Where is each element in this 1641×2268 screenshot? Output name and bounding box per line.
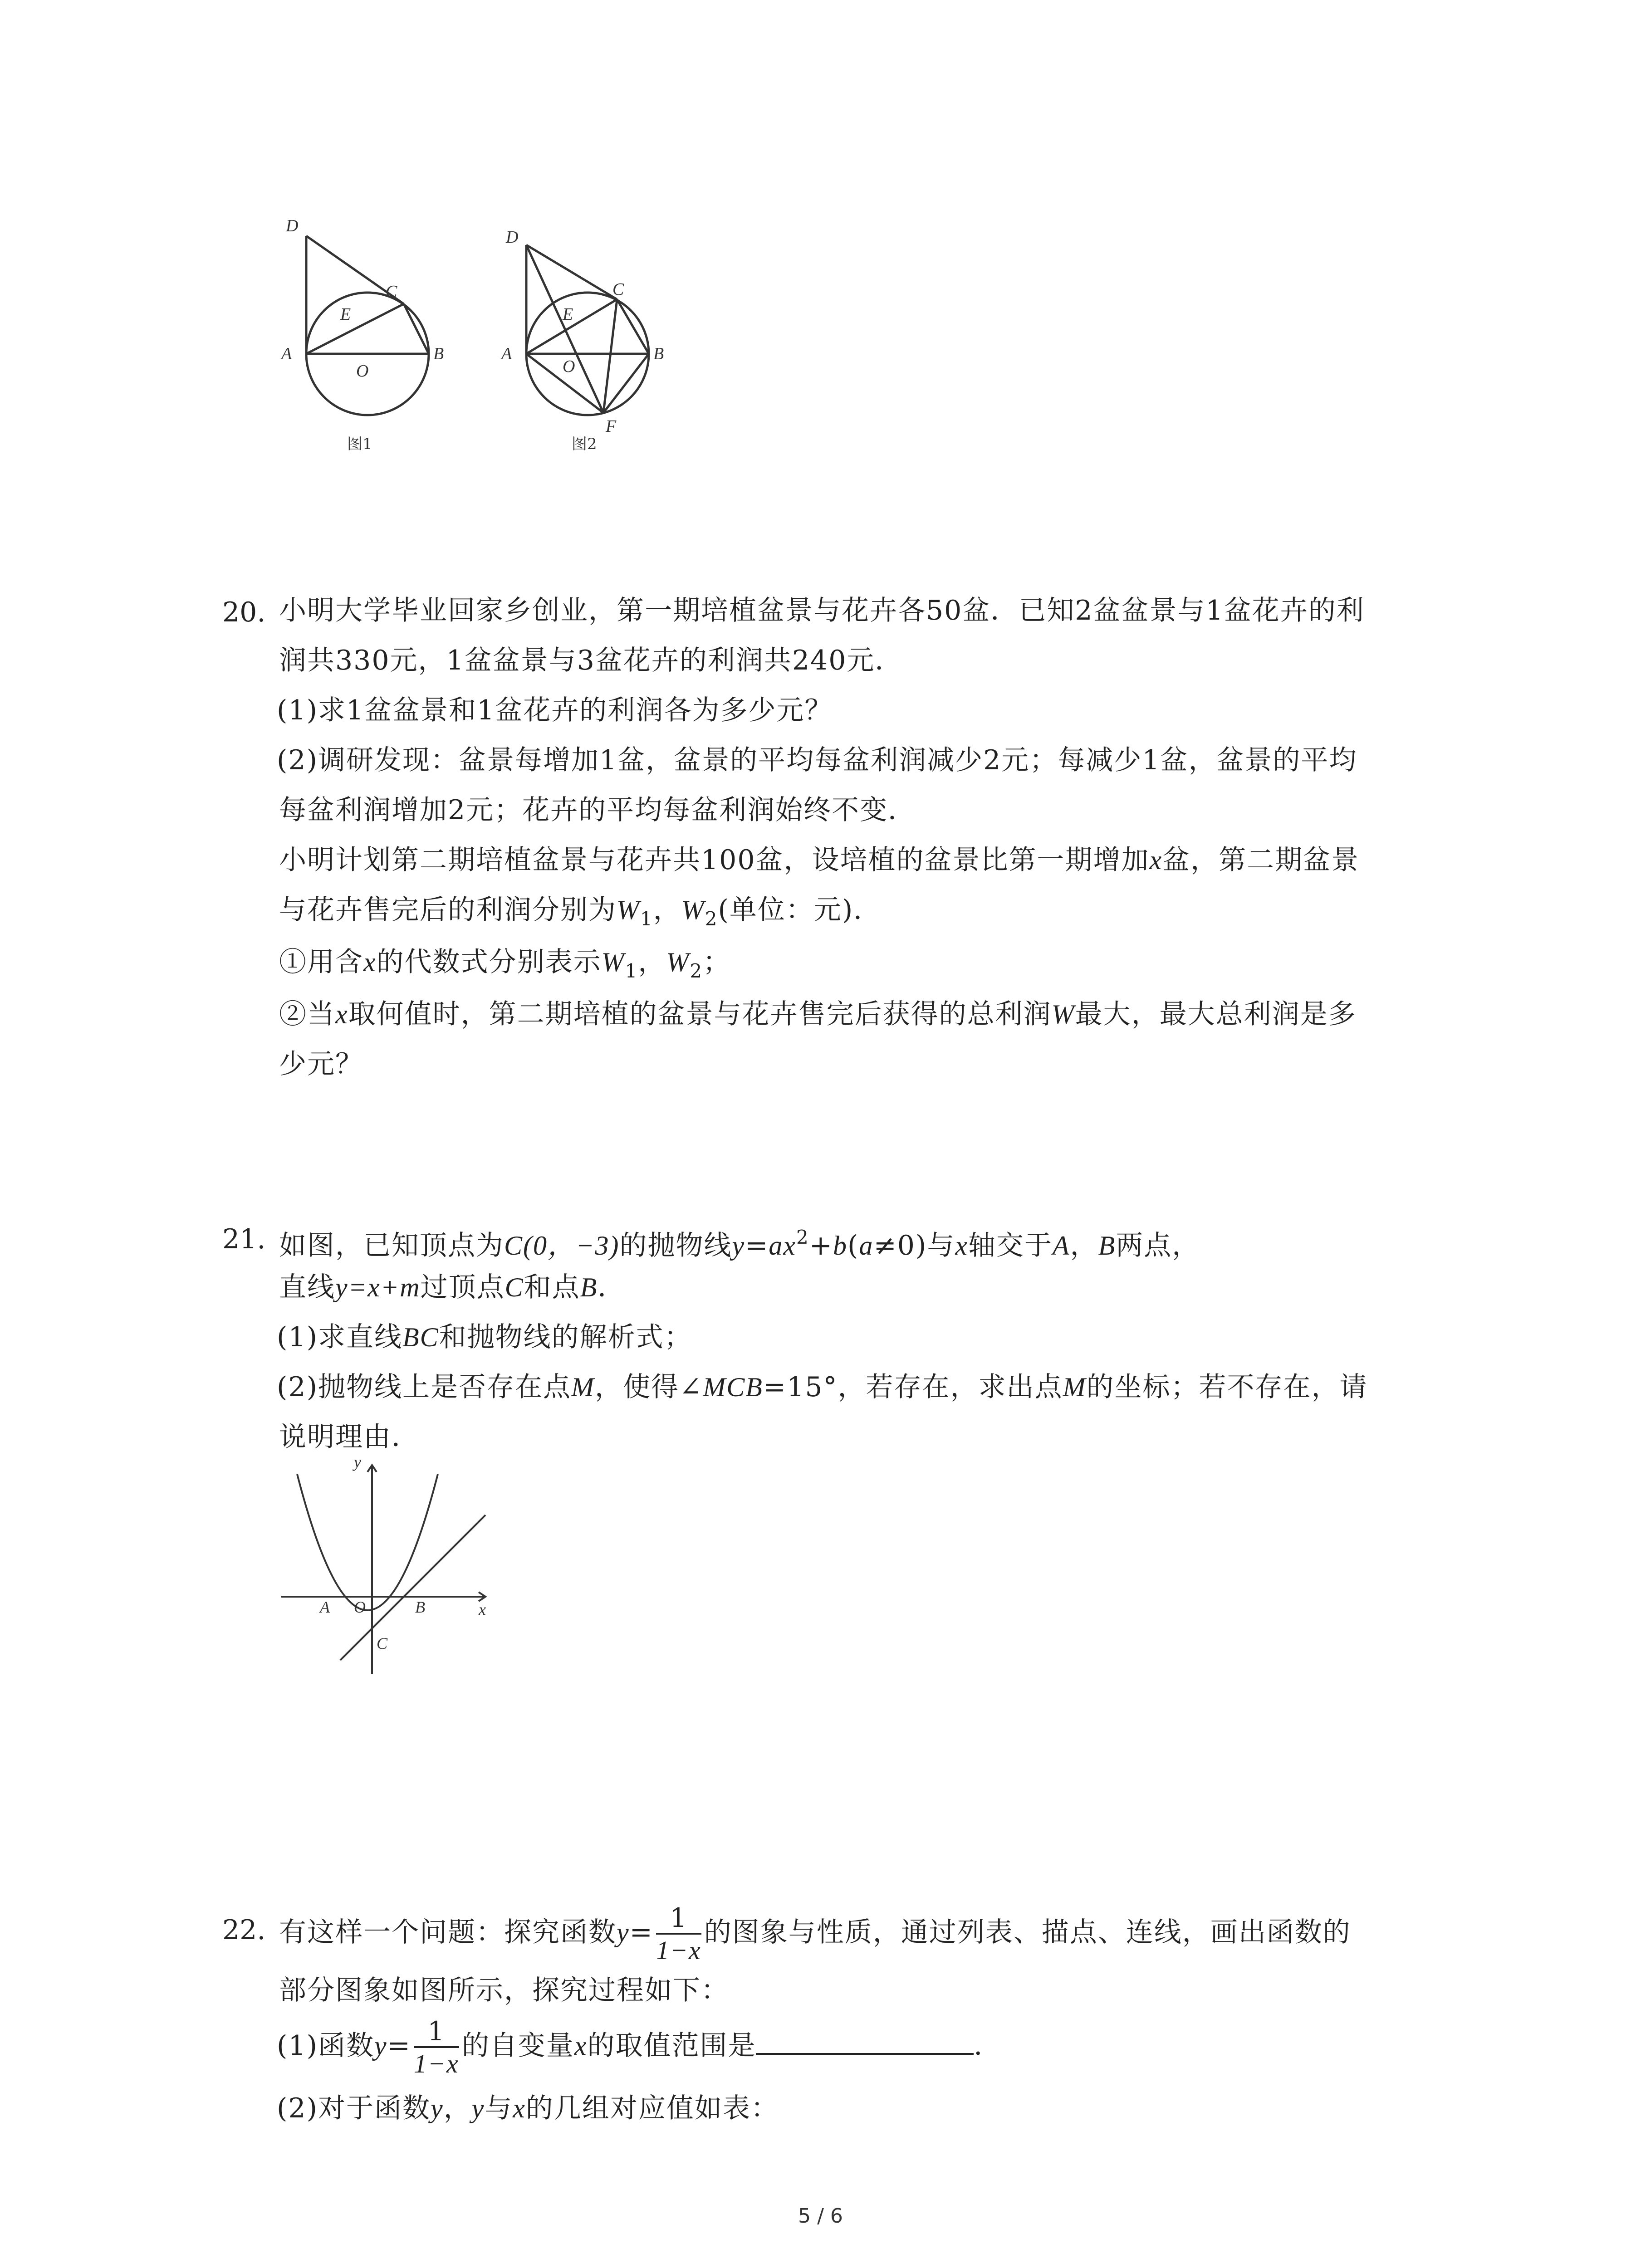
label-d: D [506,228,519,247]
point-c-label: C [377,1634,388,1652]
q21-text-1f: 两点， [1116,1230,1200,1261]
q21-line-5: 说明理由． [279,1421,420,1453]
q20-line-6-text-a: 小明计划第二期培植盆景与花卉共100盆，设培植的盆景比第一期增加 [279,844,1150,876]
label-e: E [340,305,351,324]
page-number: 5 / 6 [798,2204,843,2228]
q20-line-2: 润共330元，1盆盆景与3盆花卉的利润共240元． [279,645,903,676]
q22-line-4: (2)对于函数y，y与x的几组对应值如表： [277,2092,779,2124]
q22-text-4a: (2)对于函数 [277,2092,431,2124]
point-a-label: A [320,1598,330,1616]
answer-blank[interactable] [756,2028,974,2055]
y-axis-label: y [354,1453,361,1471]
question-20-number: 20. [222,596,266,628]
q21-text-4b: ，使得∠ [594,1371,703,1403]
q20-line-7-text-b: (单位：元)． [718,894,882,926]
q20-line-7: 与花卉售完后的利润分别为$W_1$，$W_2$(单位：元)． [279,894,882,930]
label-e: E [563,305,573,324]
q21-text-4d: 的坐标；若不存在，请 [1086,1371,1368,1403]
fig1-caption: 图1 [347,435,372,453]
q20-line-3: (1)求1盆盆景和1盆花卉的利润各为多少元？ [277,694,833,726]
q22-text-3b: 的自变量 [461,2030,574,2062]
q20-line-6: 小明计划第二期培植盆景与花卉共100盆，设培植的盆景比第一期增加x盆，第二期盆景 [279,844,1360,876]
q20-line-1: 小明大学毕业回家乡创业，第一期培植盆景与花卉各50盆．已知2盆盆景与1盆花卉的利 [279,595,1365,626]
figure-circle-2 [490,222,690,467]
point-b-label: B [415,1598,425,1616]
q22-line-1: 有这样一个问题：探究函数y= $\frac{1}{1-x}$ 的图象与性质，通过列表、描点、连线，画出函数的 [279,1902,1351,1965]
q21-line-2: 直线y=x+m过顶点C和点B． [279,1271,626,1303]
q20-line-10: 少元？ [279,1048,363,1080]
x-axis-label: x [479,1600,486,1618]
q20-line-9: ②当x取何值时，第二期培植的盆景与花卉售完后获得的总利润W最大，最大总利润是多 [279,998,1357,1030]
q21-text-4a: (2)抛物线上是否存在点 [277,1371,571,1403]
q21-text-1e: 轴交于 [968,1230,1053,1261]
q20-line-8-text-b: 的代数式分别表示 [376,946,602,978]
q21-vertex: C(0，−3) [504,1231,620,1261]
q20-line-7-text-a: 与花卉售完后的利润分别为 [279,894,617,926]
q21-line-eq: y=x+m [335,1272,421,1302]
q22-text-1b: 的图象与性质，通过列表、描点、连线，画出函数的 [704,1916,1351,1948]
q20-line-8: ①用含x的代数式分别表示$W_1$，$W_2$； [279,946,731,982]
q20-line-6-text-b: 盆，第二期盆景 [1162,844,1360,876]
fig2-caption: 图2 [572,435,597,453]
label-b: B [653,344,664,363]
q22-text-4c: 的几组对应值如表： [525,2092,779,2124]
q21-text-3a: (1)求直线 [277,1321,402,1353]
label-o: O [563,357,575,376]
q22-text-3a: (1)函数 [277,2030,374,2062]
label-c: C [386,282,397,301]
q20-line-4: (2)调研发现：盆景每增加1盆，盆景的平均每盆利润减少2元；每减少1盆，盆景的平均 [277,744,1357,776]
label-d: D [286,216,299,235]
q20-line-8-text-a: ①用含 [279,946,363,978]
q21-text-2c: 过顶点 [420,1271,505,1303]
q21-text-3b: 和抛物线的解析式； [439,1321,692,1353]
parabola-graph [272,1452,499,1687]
fraction: $\frac{1}{1-x}$ [413,2016,459,2079]
q21-text-1d: 与 [927,1230,955,1261]
fraction: $\frac{1}{1-x}$ [656,1902,701,1965]
q21-text-2d: 和点 [524,1271,580,1303]
q20-line-9-text-b: 取何值时，第二期培植的盆景与花卉售完后获得的总利润 [348,998,1052,1030]
label-o: O [356,362,369,381]
q21-text-2a: 直线 [279,1271,335,1303]
q21-line-1: 如图，已知顶点为C(0，−3)的抛物线$y=ax^2+b(a\ne 0)$与x轴交于A，B两点， [279,1226,1200,1261]
q20-line-5: 每盆利润增加2元；花卉的平均每盆利润始终不变． [279,794,916,826]
q21-text-4c: =15°，若存在，求出点 [763,1371,1063,1403]
origin-label: O [354,1598,366,1616]
q21-text-1a: 如图，已知顶点为 [279,1230,504,1261]
label-c: C [612,280,624,299]
q22-text-1a: 有这样一个问题：探究函数 [279,1916,617,1948]
q21-text-1c: 的抛物线 [619,1230,732,1261]
label-a: A [501,344,512,363]
q22-text-3c: 的取值范围是 [587,2030,756,2062]
q20-line-9-text-c: 最大，最大总利润是多 [1075,998,1357,1030]
q22-text-4b: 与 [485,2092,513,2124]
q21-line-4: (2)抛物线上是否存在点M，使得∠MCB=15°，若存在，求出点M的坐标；若不存在，请 [277,1371,1368,1403]
label-a: A [281,344,292,363]
q22-line-2: 部分图象如图所示，探究过程如下： [279,1975,729,2006]
label-b: B [433,344,444,363]
question-22-number: 22. [222,1914,266,1946]
question-21-number: 21. [222,1223,266,1255]
figure-circle-1 [272,213,463,467]
label-f: F [606,417,617,436]
q21-line-3: (1)求直线BC和抛物线的解析式； [277,1321,692,1353]
q20-line-9-text-a: ②当 [279,998,335,1030]
q22-line-3: (1)函数y= $\frac{1}{1-x}$ 的自变量x的取值范围是 ． [277,2016,1002,2079]
